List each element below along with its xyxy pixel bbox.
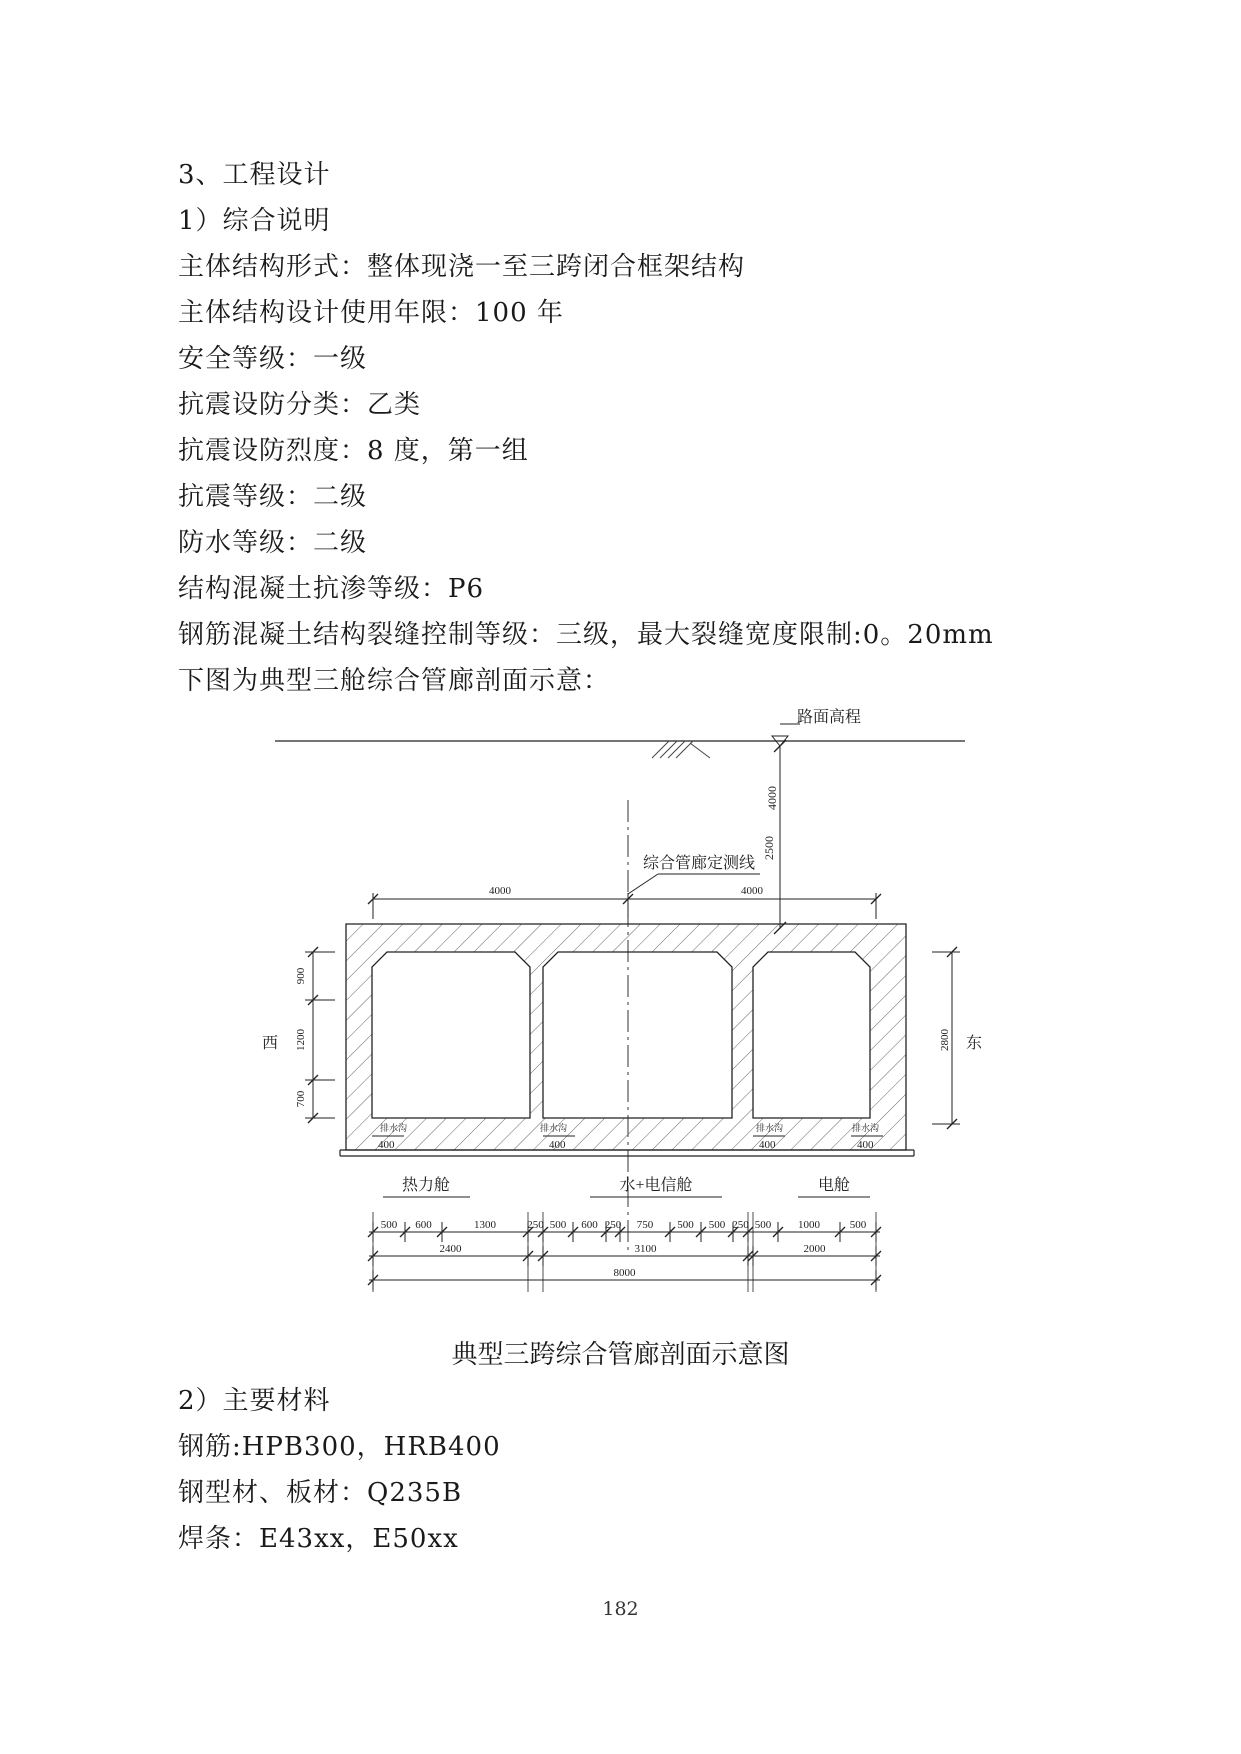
dim-label: 1200 [295, 1029, 307, 1051]
bottom-dimensions [368, 1212, 881, 1292]
text-line: 抗震设防烈度：8 度，第一组 [178, 436, 529, 466]
dim-label: 4000 [741, 885, 763, 897]
drain-width-label: 400 [378, 1139, 395, 1151]
dim-label: 2800 [939, 1029, 951, 1051]
drain-width-label: 400 [549, 1139, 566, 1151]
subsection-heading: 1）综合说明 [178, 206, 331, 236]
subsection-heading: 2）主要材料 [178, 1386, 331, 1416]
page-number: 182 [602, 1598, 639, 1620]
dim-label: 500 [549, 1219, 567, 1231]
text-line: 下图为典型三舱综合管廊剖面示意： [178, 666, 611, 696]
dim-label: 2400 [439, 1243, 462, 1255]
dim-label: 8000 [613, 1267, 636, 1279]
text-line: 钢型材、板材：Q235B [178, 1478, 463, 1508]
text-line: 抗震等级：二级 [178, 482, 368, 512]
text-line: 结构混凝土抗渗等级：P6 [178, 574, 485, 604]
text-line: 钢筋混凝土结构裂缝控制等级：三级，最大裂缝宽度限制:0。20mm [178, 620, 994, 650]
dim-label: 250 [527, 1219, 544, 1231]
drain-width-label: 400 [857, 1139, 874, 1151]
cabin-labels [383, 1176, 870, 1197]
dim-label: 500 [849, 1219, 867, 1231]
right-dimension [932, 947, 982, 1129]
drain-width-label: 400 [759, 1139, 776, 1151]
text-line: 主体结构形式：整体现浇一至三跨闭合框架结构 [178, 252, 746, 282]
dim-label: 1300 [474, 1219, 496, 1231]
east-label: 东 [966, 1035, 983, 1052]
dim-label: 600 [415, 1219, 432, 1231]
tunnel-section [340, 924, 914, 1156]
drain-label: 排水沟 [380, 1123, 408, 1133]
cabin-label-heat: 热力舱 [401, 1177, 451, 1194]
drain-label: 排水沟 [756, 1123, 784, 1133]
dim-label: 500 [754, 1219, 772, 1231]
dim-label: 750 [636, 1219, 654, 1231]
dim-label: 1000 [798, 1219, 820, 1231]
drain-label: 排水沟 [540, 1123, 568, 1133]
dim-label: 3100 [634, 1243, 657, 1255]
ground-level [275, 707, 965, 758]
text-line: 防水等级：二级 [178, 528, 368, 558]
dim-label: 500 [677, 1219, 694, 1231]
text-line: 抗震设防分类：乙类 [178, 390, 422, 420]
dim-label: 250 [732, 1219, 749, 1231]
west-label: 西 [262, 1035, 279, 1052]
dim-label: 500 [380, 1219, 398, 1231]
dim-label: 4000 [489, 885, 511, 897]
text-line: 安全等级：一级 [178, 344, 368, 374]
road-level-label: 路面高程 [797, 709, 862, 726]
depth-label: 2500 [762, 836, 776, 860]
top-dimension [368, 885, 881, 919]
centerline-label: 综合管廊定测线 [643, 855, 756, 872]
dim-label: 600 [581, 1219, 598, 1231]
text-line: 焊条：E43xx，E50xx [178, 1524, 459, 1554]
text-line: 主体结构设计使用年限：100 年 [178, 298, 564, 328]
dim-label: 250 [604, 1219, 622, 1231]
drain-label: 排水沟 [852, 1123, 880, 1133]
left-dimension [262, 947, 335, 1123]
cabin-label-water-telecom: 水+电信舱 [619, 1177, 693, 1194]
dim-label: 700 [295, 1090, 307, 1108]
figure-caption: 典型三跨综合管廊剖面示意图 [451, 1340, 790, 1370]
dim-label: 900 [295, 967, 307, 985]
dim-label: 500 [708, 1219, 726, 1231]
text-line: 钢筋:HPB300，HRB400 [178, 1432, 501, 1462]
depth-dimension [762, 740, 786, 934]
depth-label: 4000 [765, 786, 779, 810]
section-heading: 3、工程设计 [178, 160, 331, 190]
cabin-label-power: 电舱 [817, 1177, 851, 1194]
dim-label: 2000 [803, 1243, 826, 1255]
